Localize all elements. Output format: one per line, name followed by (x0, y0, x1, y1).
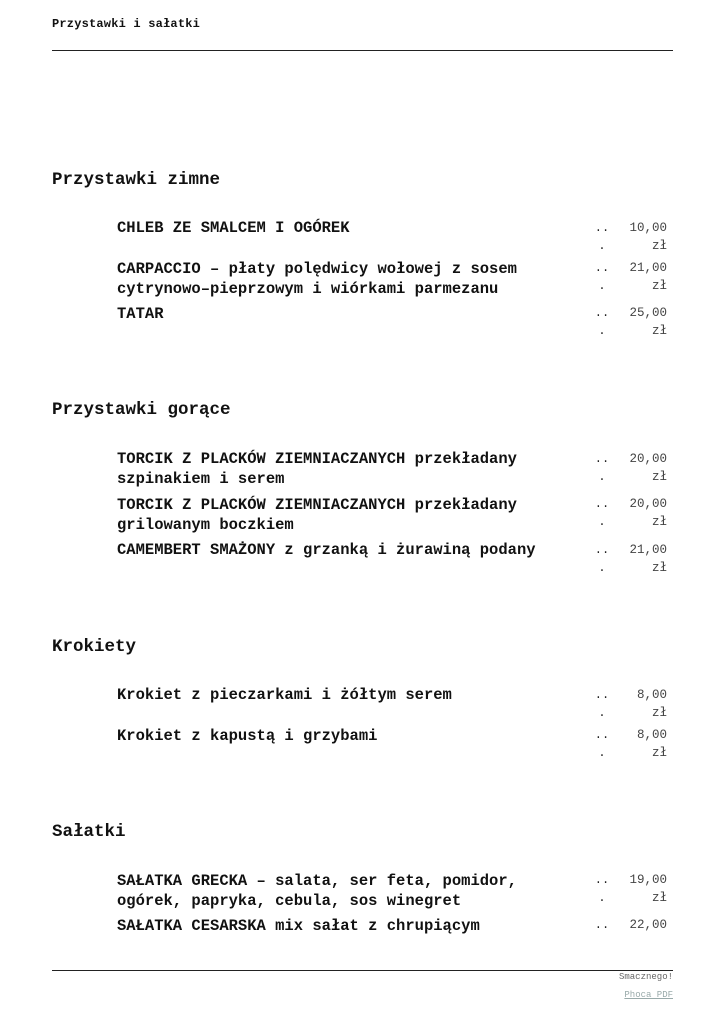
menu-item-name: SAŁATKA GRECKA – salata, ser feta, pomidor, ogórek, papryka, cebula, sos winegret (117, 872, 527, 910)
menu-item-price (612, 916, 667, 934)
leader-dots (591, 450, 613, 486)
price-value: 8,00 (636, 688, 667, 702)
menu-item-name: CHLEB ZE SMALCEM I OGÓREK (117, 219, 350, 237)
leader-dots-line: . (598, 891, 606, 905)
price-currency: zł (651, 561, 667, 575)
menu-item-price (612, 219, 667, 255)
price-value: 22,00 (629, 918, 667, 932)
price-currency: zł (651, 470, 667, 484)
footer-divider (52, 970, 673, 971)
leader-dots (591, 541, 613, 577)
leader-dots (591, 871, 613, 907)
header-divider (52, 50, 673, 51)
menu-item-price (612, 304, 667, 340)
leader-dots-line: .. (594, 873, 610, 887)
leader-dots (591, 686, 613, 722)
menu-item-name: CAMEMBERT SMAŻONY z grzanką i żurawiną podany (117, 541, 536, 559)
leader-dots-line: .. (594, 543, 610, 557)
price-currency: zł (651, 706, 667, 720)
section-title-przystawki-gorace: Przystawki gorące (52, 400, 231, 420)
leader-dots-line: .. (594, 497, 610, 511)
leader-dots (591, 495, 613, 531)
leader-dots-line: . (598, 324, 606, 338)
leader-dots-line: .. (594, 728, 610, 742)
section-title-krokiety: Krokiety (52, 637, 137, 657)
price-value: 20,00 (629, 497, 667, 511)
leader-dots-line: . (598, 746, 606, 760)
leader-dots (591, 726, 613, 762)
leader-dots-line: .. (594, 452, 610, 466)
price-currency: zł (651, 324, 667, 338)
menu-item-price (612, 726, 667, 762)
leader-dots-line: . (598, 706, 606, 720)
menu-item-name: TORCIK Z PLACKÓW ZIEMNIACZANYCH przekładany grilowanym boczkiem (117, 496, 527, 534)
menu-item-price (612, 450, 667, 486)
footer-text: Smacznego! (618, 972, 673, 982)
price-currency: zł (651, 891, 667, 905)
price-value: 20,00 (629, 452, 667, 466)
leader-dots-line: . (598, 279, 606, 293)
price-currency: zł (651, 279, 667, 293)
menu-item-price (612, 686, 667, 722)
menu-item-name: CARPACCIO – płaty polędwicy wołowej z sosem cytrynowo–pieprzowym i wiórkami parmezanu (117, 260, 527, 298)
leader-dots-line: .. (594, 918, 610, 932)
leader-dots-line: . (598, 561, 606, 575)
section-title-przystawki-zimne: Przystawki zimne (52, 170, 221, 190)
price-currency: zł (651, 515, 667, 529)
leader-dots-line: .. (594, 688, 610, 702)
leader-dots-line: .. (594, 221, 610, 235)
leader-dots-line: .. (594, 306, 610, 320)
menu-item-name: TORCIK Z PLACKÓW ZIEMNIACZANYCH przekładany szpinakiem i serem (117, 450, 527, 488)
menu-item-price (612, 871, 667, 907)
footer-link[interactable]: Phoca PDF (624, 990, 673, 1000)
price-value: 10,00 (629, 221, 667, 235)
leader-dots-line: . (598, 470, 606, 484)
section-title-salatki: Sałatki (52, 822, 126, 842)
page-header-title: Przystawki i sałatki (52, 17, 201, 31)
price-value: 19,00 (629, 873, 667, 887)
menu-item-price (612, 495, 667, 531)
leader-dots (591, 219, 613, 255)
leader-dots-line: . (598, 515, 606, 529)
leader-dots (591, 304, 613, 340)
price-value: 8,00 (636, 728, 667, 742)
menu-item-name: SAŁATKA CESARSKA mix sałat z chrupiącym (117, 917, 480, 935)
menu-item-name: TATAR (117, 305, 164, 323)
menu-item-name: Krokiet z kapustą i grzybami (117, 727, 378, 745)
price-currency: zł (651, 239, 667, 253)
price-currency: zł (651, 746, 667, 760)
menu-item-price (612, 541, 667, 577)
leader-dots-line: .. (594, 261, 610, 275)
leader-dots (591, 916, 613, 934)
price-value: 21,00 (629, 261, 667, 275)
price-value: 21,00 (629, 543, 667, 557)
leader-dots (591, 259, 613, 295)
leader-dots-line: . (598, 239, 606, 253)
price-value: 25,00 (629, 306, 667, 320)
menu-item-name: Krokiet z pieczarkami i żółtym serem (117, 686, 452, 704)
menu-item-price (612, 259, 667, 295)
